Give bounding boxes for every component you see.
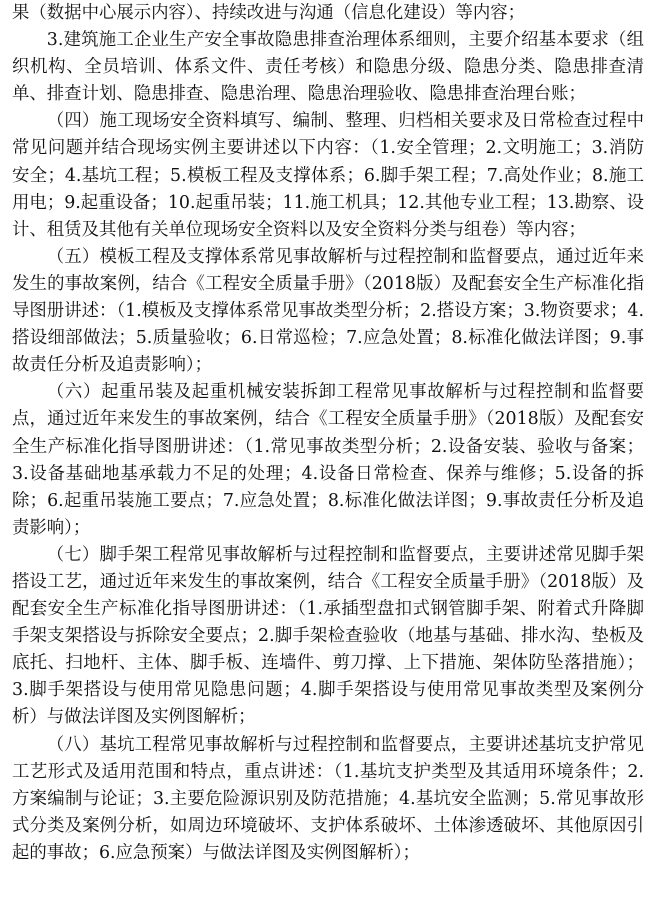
paragraph-section-8: （八）基坑工程常见事故解析与过程控制和监督要点，主要讲述基坑支护常见工艺形式及适用范围和特点，重点讲述：（1.基坑支护类型及其适用环境条件；2.方案编制与论证；3.主要危险源识别及防范措施；4.基坑安全监测；5.常见事故形式分类及案例分析，如周边环境破坏、支护体系破坏、土体渗透破坏、其他原因引起的事故；6.应急预案）与做法详图及实例图解析）； bbox=[12, 734, 644, 863]
paragraph-section-7: （七）脚手架工程常见事故解析与过程控制和监督要点，主要讲述常见脚手架搭设工艺，通过近年来发生的事故案例，结合《工程安全质量手册》（2018版）及配套安全生产标准化指导图册讲述：（1.承插型盘扣式钢管脚手架、附着式升降脚手架支架搭设与拆除安全要点；2.脚手架检查验收（地基与基础、排水沟、垫板及底托、扫地杆、主体、脚手板、连墙件、剪刀撑、上下措施、架体防坠落措施）；3.脚手架搭设与使用常见隐患问题；4.脚手架搭设与使用常见事故类型及案例分析）与做法详图及实例图解析； bbox=[12, 544, 644, 728]
paragraph-section-6: （六）起重吊装及起重机械安装拆卸工程常见事故解析与过程控制和监督要点，通过近年来发生的事故案例，结合《工程安全质量手册》（2018版）及配套安全生产标准化指导图册讲述：（1.常见事故类型分析；2.设备安装、验收与备案；3.设备基础地基承载力不足的处理；4.设备日常检查、保养与维修；5.设备的拆除；6.起重吊装施工要点；7.应急处置；8.标准化做法详图；9.事故责任分析及追责影响）； bbox=[12, 382, 644, 538]
paragraph-section-5: （五）模板工程及支撑体系常见事故解析与过程控制和监督要点，通过近年来发生的事故案例，结合《工程安全质量手册》（2018版）及配套安全生产标准化指导图册讲述：（1.模板及支撑体系常见事故类型分析；2.搭设方案；3.物资要求；4.搭设细部做法；5.质量验收；6.日常巡检；7.应急处置；8.标准化做法详图；9.事故责任分析及追责影响）； bbox=[12, 246, 644, 376]
paragraph-hazard-rules: 3.建筑施工企业生产安全事故隐患排查治理体系细则，主要介绍基本要求（组织机构、全员培训、体系文件、责任考核）和隐患分级、隐患分类、隐患排查清单、排查计划、隐患排查、隐患治理、隐患治理验收、隐患排查治理台账； bbox=[12, 30, 644, 105]
paragraph-section-4: （四）施工现场安全资料填写、编制、整理、归档相关要求及日常检查过程中常见问题并结合现场实例主要讲述以下内容：（1.安全管理；2.文明施工；3.消防安全；4.基坑工程；5.模板工程及支撑体系；6.脚手架工程；7.高处作业；8.施工用电；9.起重设备；10.起重吊装；11.施工机具；12.其他专业工程；13.勘察、设计、租赁及其他有关单位现场安全资料以及安全资料分类与组卷）等内容； bbox=[12, 111, 644, 240]
paragraph-continuation: 果（数据中心展示内容）、持续改进与沟通（信息化建设）等内容； bbox=[12, 3, 526, 23]
